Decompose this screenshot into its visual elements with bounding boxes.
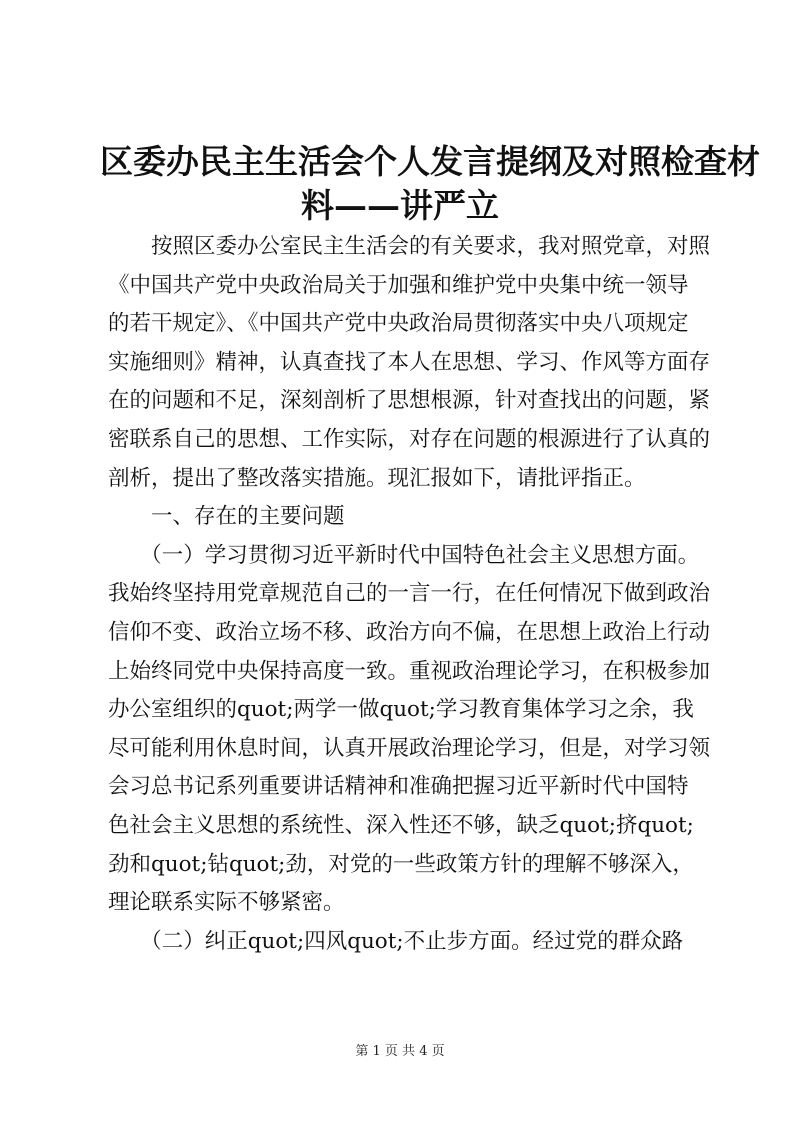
body-line: 办公室组织的quot;两学一做quot;学习教育集体学习之余，我 bbox=[108, 697, 694, 723]
body-line: 的若干规定》、《中国共产党中央政治局贯彻落实中央八项规定 bbox=[108, 311, 689, 337]
page-number-footer: 第 1 页 共 4 页 bbox=[355, 1044, 445, 1059]
title-line: 区委办民主生活会个人发言提纲及对照检查材 bbox=[100, 142, 760, 181]
subsection-heading: （二）纠正quot;四风quot;不止步方面。经过党的群众路 bbox=[108, 928, 684, 954]
body-line: 实施细则》精神，认真查找了本人在思想、学习、作风等方面存 bbox=[108, 349, 711, 375]
body-line: 色社会主义思想的系统性、深入性还不够，缺乏quot;挤quot; bbox=[108, 812, 694, 838]
subsection-heading: （一）学习贯彻习近平新时代中国特色社会主义思想方面。 bbox=[108, 542, 700, 568]
body-line: 密联系自己的思想、工作实际，对存在问题的根源进行了认真的 bbox=[108, 426, 711, 452]
title-line: 料——讲严立 bbox=[301, 186, 499, 225]
body-line: 剖析，提出了整改落实措施。现汇报如下，请批评指正。 bbox=[108, 465, 646, 491]
body-line: 我始终坚持用党章规范自己的一言一行，在任何情况下做到政治 bbox=[108, 581, 711, 607]
body-line: 理论联系实际不够紧密。 bbox=[108, 890, 345, 916]
body-line: 按照区委办公室民主生活会的有关要求，我对照党章，对照 bbox=[108, 234, 711, 259]
body-line: 《中国共产党中央政治局关于加强和维护党中央集中统一领导 bbox=[108, 272, 689, 298]
body-line: 在的问题和不足，深刻剖析了思想根源，针对查找出的问题，紧 bbox=[108, 388, 711, 414]
document-title bbox=[100, 140, 760, 228]
body-line: 信仰不变、政治立场不移、政治方向不偏，在思想上政治上行动 bbox=[108, 619, 711, 645]
document-body bbox=[108, 228, 711, 961]
body-line: 会习总书记系列重要讲话精神和准确把握习近平新时代中国特 bbox=[108, 774, 689, 800]
section-heading: 一、存在的主要问题 bbox=[108, 504, 345, 530]
body-line: 尽可能利用休息时间，认真开展政治理论学习，但是，对学习领 bbox=[108, 735, 711, 761]
body-line: 劲和quot;钻quot;劲，对党的一些政策方针的理解不够深入， bbox=[108, 851, 694, 877]
body-line: 上始终同党中央保持高度一致。重视政治理论学习，在积极参加 bbox=[108, 658, 711, 684]
